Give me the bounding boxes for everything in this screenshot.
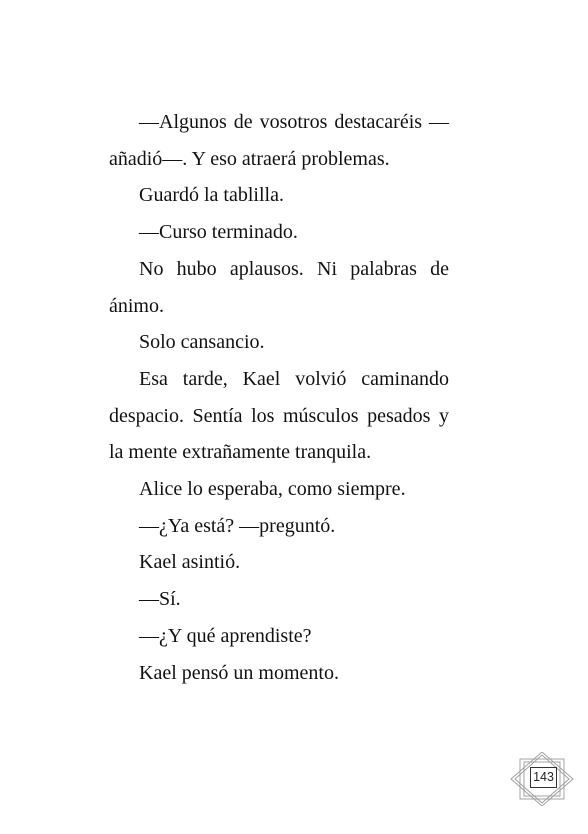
- body-text: [109, 104, 449, 691]
- paragraph: Solo cansancio.: [139, 331, 265, 354]
- paragraph: —¿Y qué aprendiste?: [139, 624, 312, 647]
- paragraph: Kael pensó un momento.: [139, 661, 339, 684]
- paragraph: —Curso terminado.: [139, 221, 298, 244]
- paragraph: Kael asintió.: [139, 551, 241, 574]
- paragraph: Alice lo esperaba, como siempre.: [139, 478, 406, 501]
- page-number-ornament: [509, 752, 575, 806]
- paragraph: —¿Ya está? —preguntó.: [139, 514, 336, 537]
- paragraph: —Algunos de vosotros destacaréis —añadió—. Y eso atraerá problemas.: [109, 111, 449, 170]
- paragraph: No hubo aplausos. Ni palabras de ánimo.: [109, 257, 449, 317]
- page-number: 143: [530, 767, 557, 788]
- paragraph: Guardó la tablilla.: [139, 184, 284, 207]
- paragraph: Esa tarde, Kael volvió caminando despacio. Sentía los músculos pesados y la mente extrañamente tranquila.: [109, 367, 449, 464]
- paragraph: —Sí.: [139, 588, 181, 611]
